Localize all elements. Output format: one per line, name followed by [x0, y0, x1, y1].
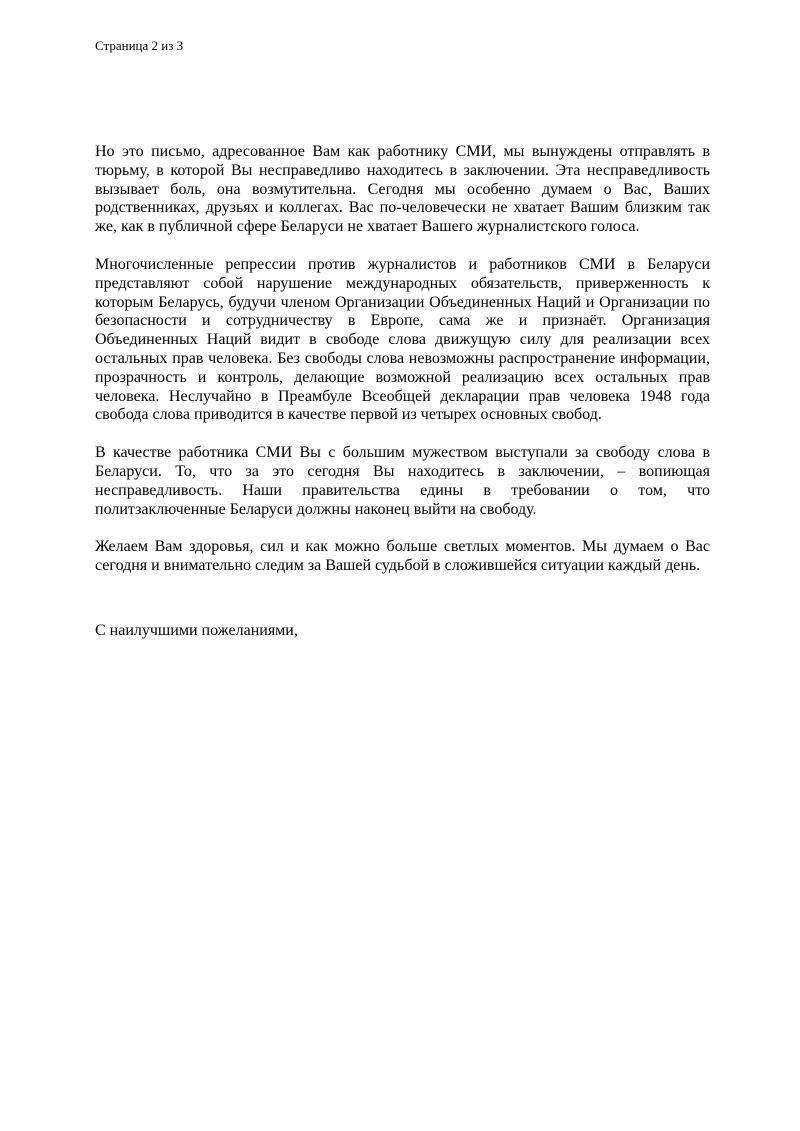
page-number-label: Страница 2 из 3 — [95, 38, 184, 53]
letter-body — [95, 143, 710, 641]
letter-closing: С наилучшими пожеланиями, — [95, 621, 298, 639]
letter-paragraph-2: Многочисленные репрессии против журналистов и работников СМИ в Беларуси представляют собой нарушение международных обязательств, приверженность к которым Беларусь, будучи членом Организации Объединенных Наций и Организации по безопасности и сотрудничеству в Европе, сама же и признаёт. Организация Объединенных Наций видит в свободе слова движущую силу для реализации всех остальных прав человека. Без свободы слова невозможны распространение информации, прозрачность и контроль, делающие возможной реализацию всех остальных прав человека. Неслучайно в Преамбуле Всеобщей декларации прав человека 1948 года свобода слова приводится в качестве первой из четырех основных свобод. — [95, 255, 710, 424]
letter-paragraph-1: Но это письмо, адресованное Вам как работнику СМИ, мы вынуждены отправлять в тюрьму, в которой Вы несправедливо находитесь в заключении. Эта несправедливость вызывает боль, она возмутительна. Сегодня мы особенно думаем о Вас, Ваших родственниках, друзьях и коллегах. Вас по-человечески не хватает Вашим близким так же, как в публичной сфере Беларуси не хватает Вашего журналистского голоса. — [95, 143, 710, 236]
letter-paragraph-4: Желаем Вам здоровья, сил и как можно больше светлых моментов. Мы думаем о Вас сегодня и внимательно следим за Вашей судьбой в сложившейся ситуации каждый день. — [95, 538, 710, 575]
letter-paragraph-3: В качестве работника СМИ Вы с большим мужеством выступали за свободу слова в Беларуси. То, что за это сегодня Вы находитесь в заключении, – вопиющая несправедливость. Наши правительства едины в требовании о том, что политзаключенные Беларуси должны наконец выйти на свободу. — [95, 444, 710, 518]
